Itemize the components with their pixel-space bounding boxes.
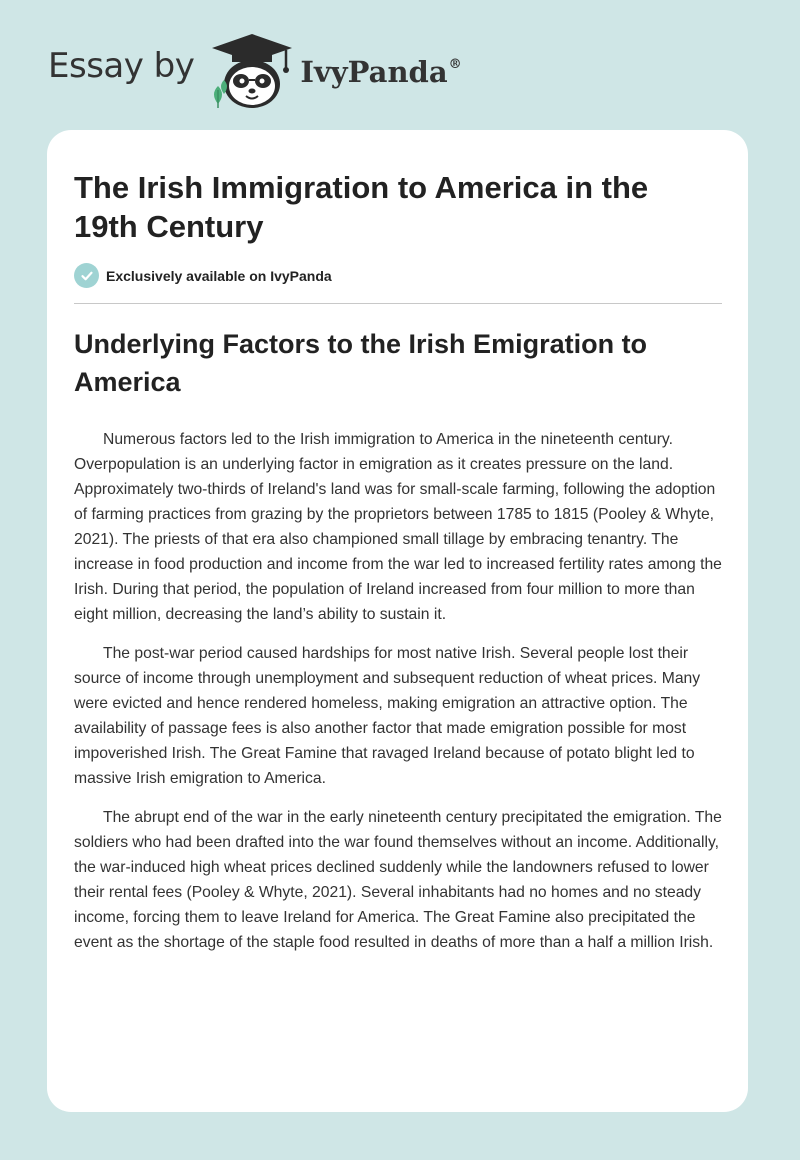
panda-logo-icon[interactable] bbox=[208, 30, 296, 110]
exclusive-badge bbox=[74, 263, 332, 288]
divider bbox=[74, 303, 722, 304]
exclusive-badge-text: Exclusively available on IvyPanda bbox=[106, 267, 332, 284]
essay-by-label: Essay by bbox=[48, 46, 195, 86]
site-header bbox=[48, 30, 462, 110]
check-circle-icon bbox=[74, 263, 99, 288]
essay-title: The Irish Immigration to America in the 19th Century bbox=[74, 170, 649, 244]
section-heading: Underlying Factors to the Irish Emigration to America bbox=[74, 329, 648, 397]
body-paragraph: Numerous factors led to the Irish immigration to America in the nineteenth century. Overpopulation is an underlying factor in emigration as it creates pressure on the land. Approximately two-thirds of Ireland's land was for small-scale farming, following the adoption of farming practices from grazing by the proprietors between 1785 to 1815 (Pooley & Whyte, 2021). The priests of that era also championed small tillage by embracing tenantry. The increase in food production and income from the war led to increased fertility rates among the Irish. During that period, the population of Ireland increased from four million to more than eight million, decreasing the land’s ability to sustain it. bbox=[74, 431, 722, 623]
registered-mark: ® bbox=[448, 57, 462, 72]
body-paragraph: The post-war period caused hardships for most native Irish. Several people lost their source of income through unemployment and subsequent reduction of wheat prices. Many were evicted and hence rendered homeless, making emigration an attractive option. The availability of passage fees is also another factor that made emigration possible for most impoverished Irish. The Great Famine that ravaged Ireland because of potato blight led to massive Irish emigration to America. bbox=[74, 645, 701, 787]
brand-name: IvyPanda bbox=[300, 55, 448, 89]
essay-body bbox=[74, 427, 724, 969]
brand-wordmark[interactable] bbox=[300, 55, 461, 89]
essay-card bbox=[47, 130, 748, 1112]
body-paragraph: The abrupt end of the war in the early nineteenth century precipitated the emigration. The soldiers who had been drafted into the war found themselves without an income. Additionally, the war-induced high wheat prices declined suddenly while the landowners refused to lower their rental fees (Pooley & Whyte, 2021). Several inhabitants had no homes and no steady income, forcing them to leave Ireland for America. The Great Famine also precipitated the event as the shortage of the staple food resulted in deaths of more than a half a million Irish. bbox=[74, 809, 722, 951]
